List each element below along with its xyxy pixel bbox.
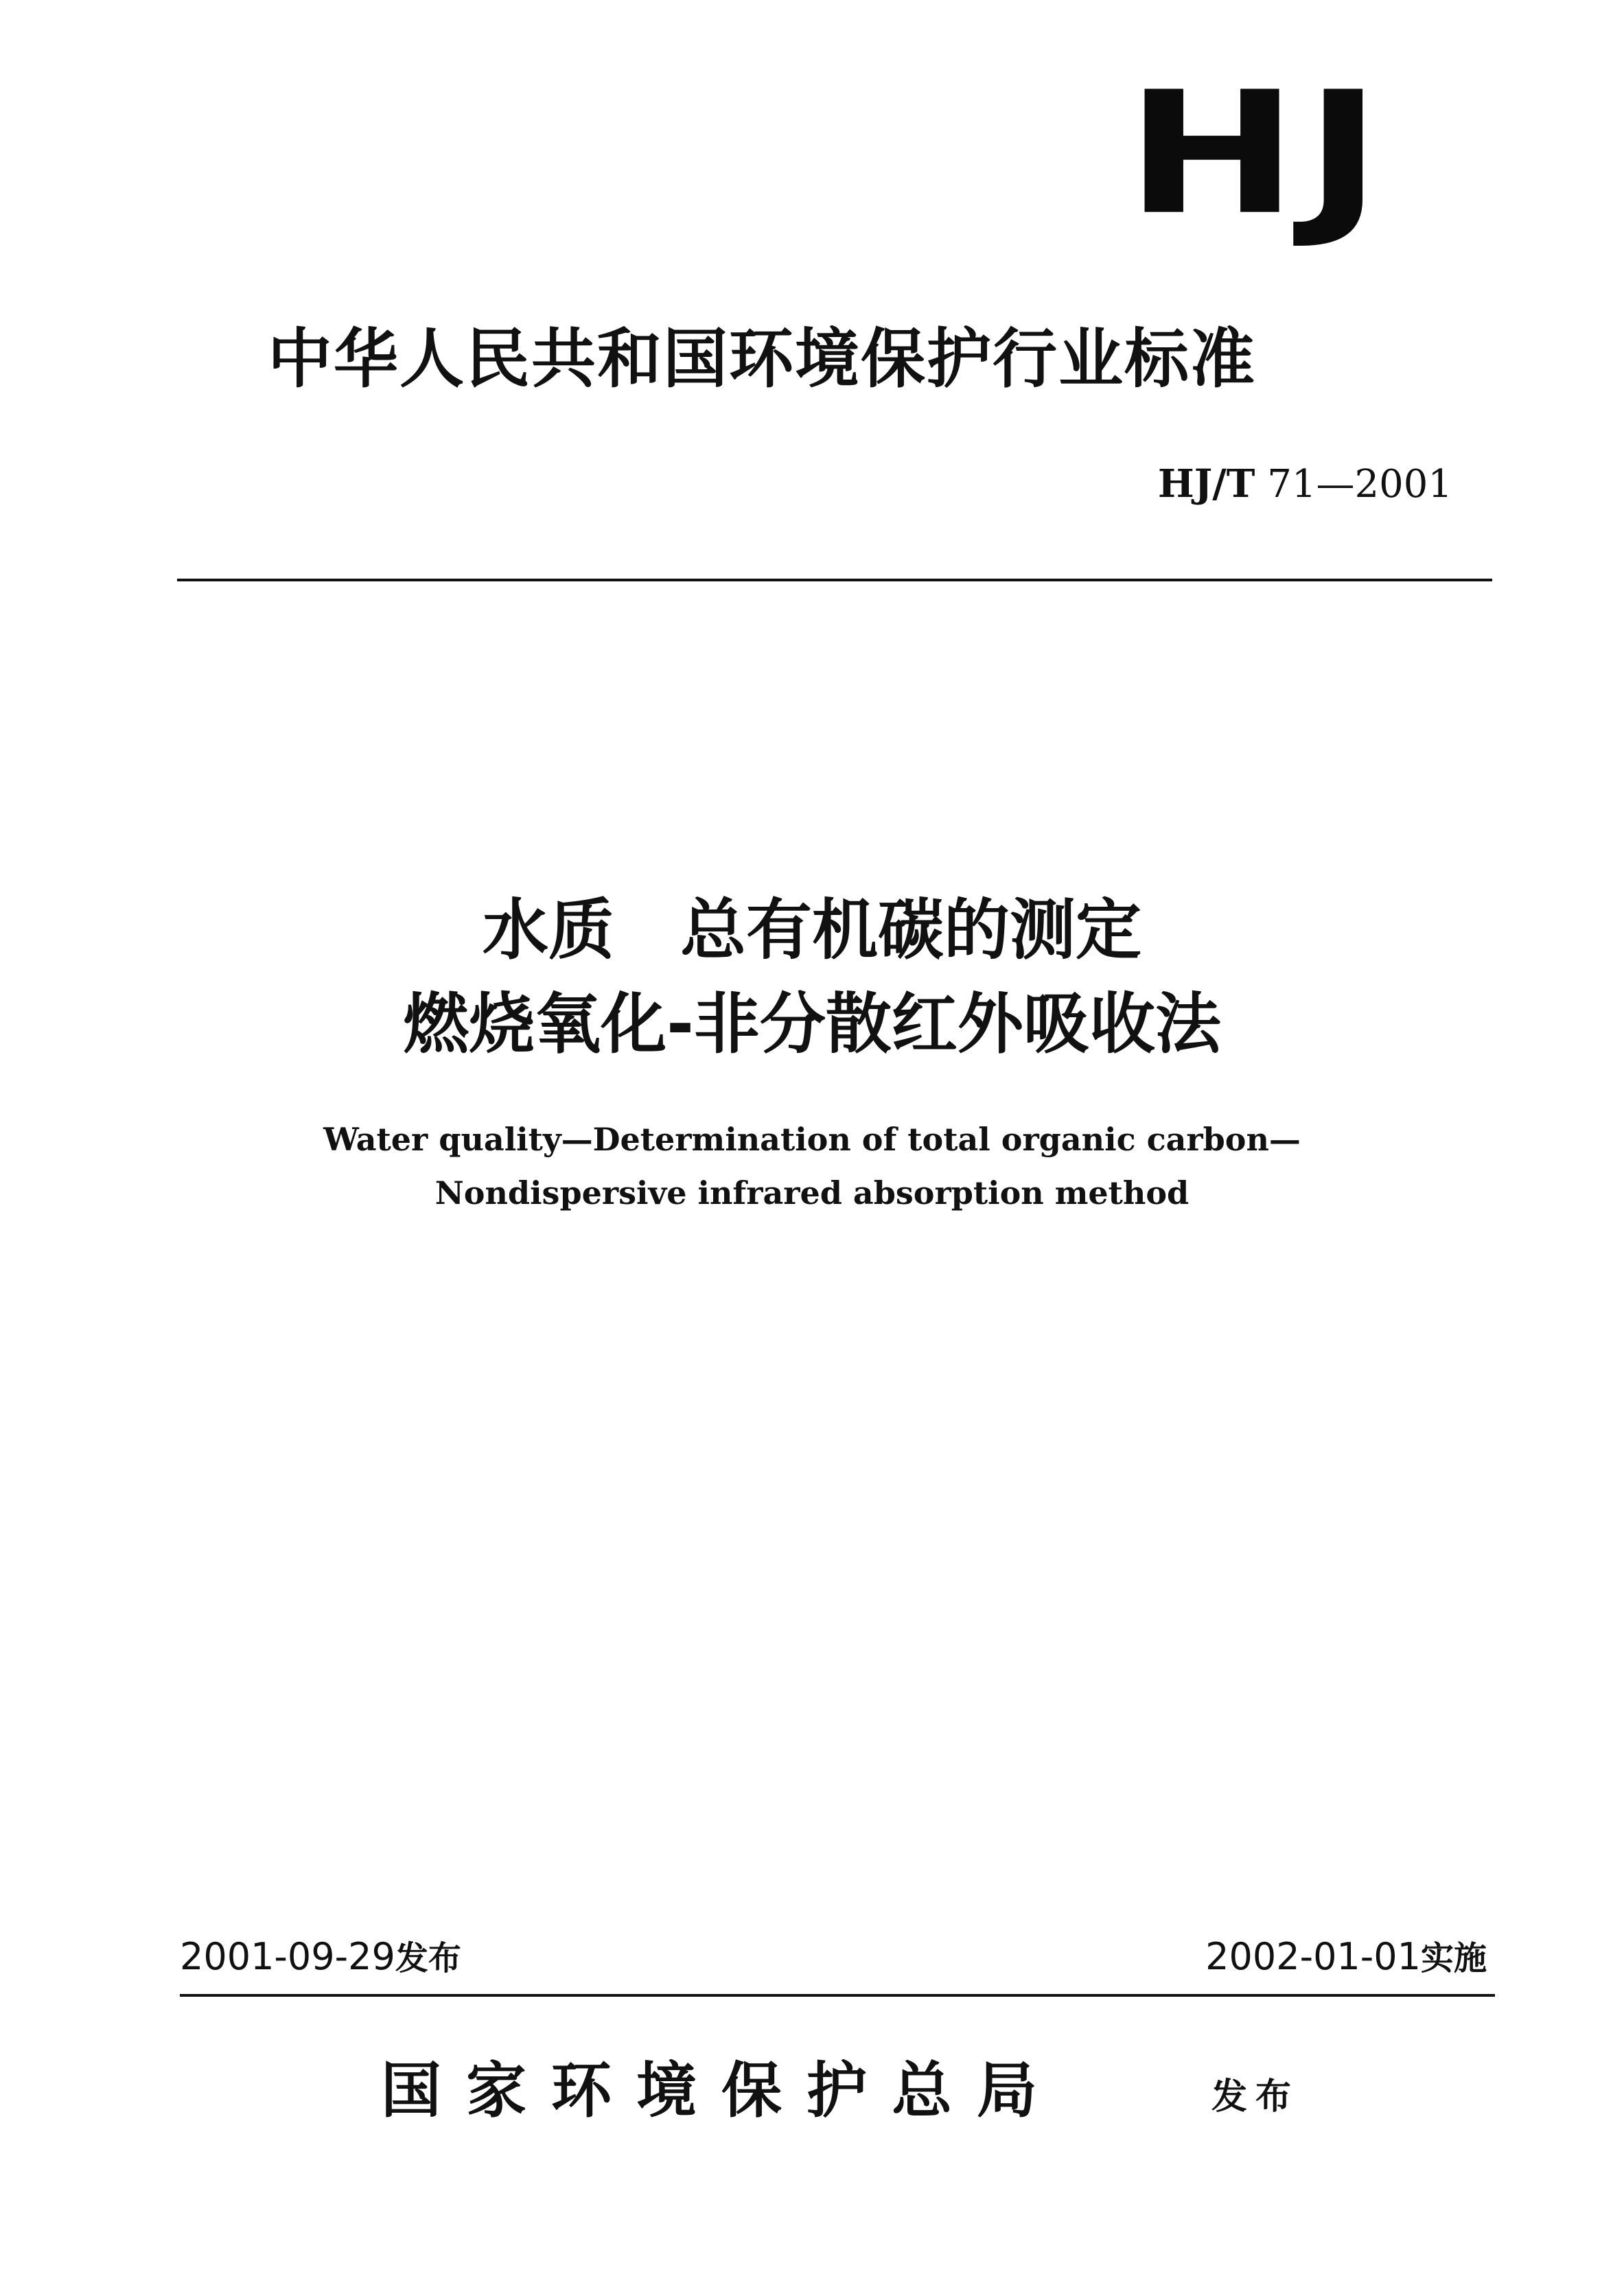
- top-divider: [177, 579, 1492, 581]
- chinese-title-line-2: 燃烧氧化-非分散红外吸收法: [403, 986, 1221, 1063]
- issue-date-label: 发布: [395, 1939, 461, 1978]
- standard-category-title: 中华人民共和国环境保护行业标准: [268, 321, 1257, 397]
- standard-number-prefix: HJ/T: [1157, 461, 1255, 507]
- english-title-line-2: Nondispersive infrared absorption method: [434, 1174, 1190, 1211]
- bottom-divider: [180, 1994, 1495, 1997]
- implementation-date: [1205, 1933, 1487, 1982]
- hj-logo: HJ: [1126, 55, 1389, 252]
- implementation-date-label: 实施: [1420, 1939, 1487, 1978]
- standard-number: [1158, 460, 1452, 509]
- english-title-line-1: Water quality—Determination of total organic carbon—: [323, 1121, 1301, 1158]
- standard-number-value: 71—2001: [1267, 462, 1452, 507]
- implementation-date-value: 2002-01-01: [1205, 1935, 1421, 1978]
- issue-date-value: 2001-09-29: [180, 1935, 395, 1978]
- issue-date: [180, 1933, 461, 1982]
- publisher-name: 国家环境保护总局: [381, 2054, 1063, 2126]
- publish-label: 发布: [1211, 2076, 1300, 2118]
- chinese-title-line-1: 水质 总有机碳的测定: [483, 892, 1141, 969]
